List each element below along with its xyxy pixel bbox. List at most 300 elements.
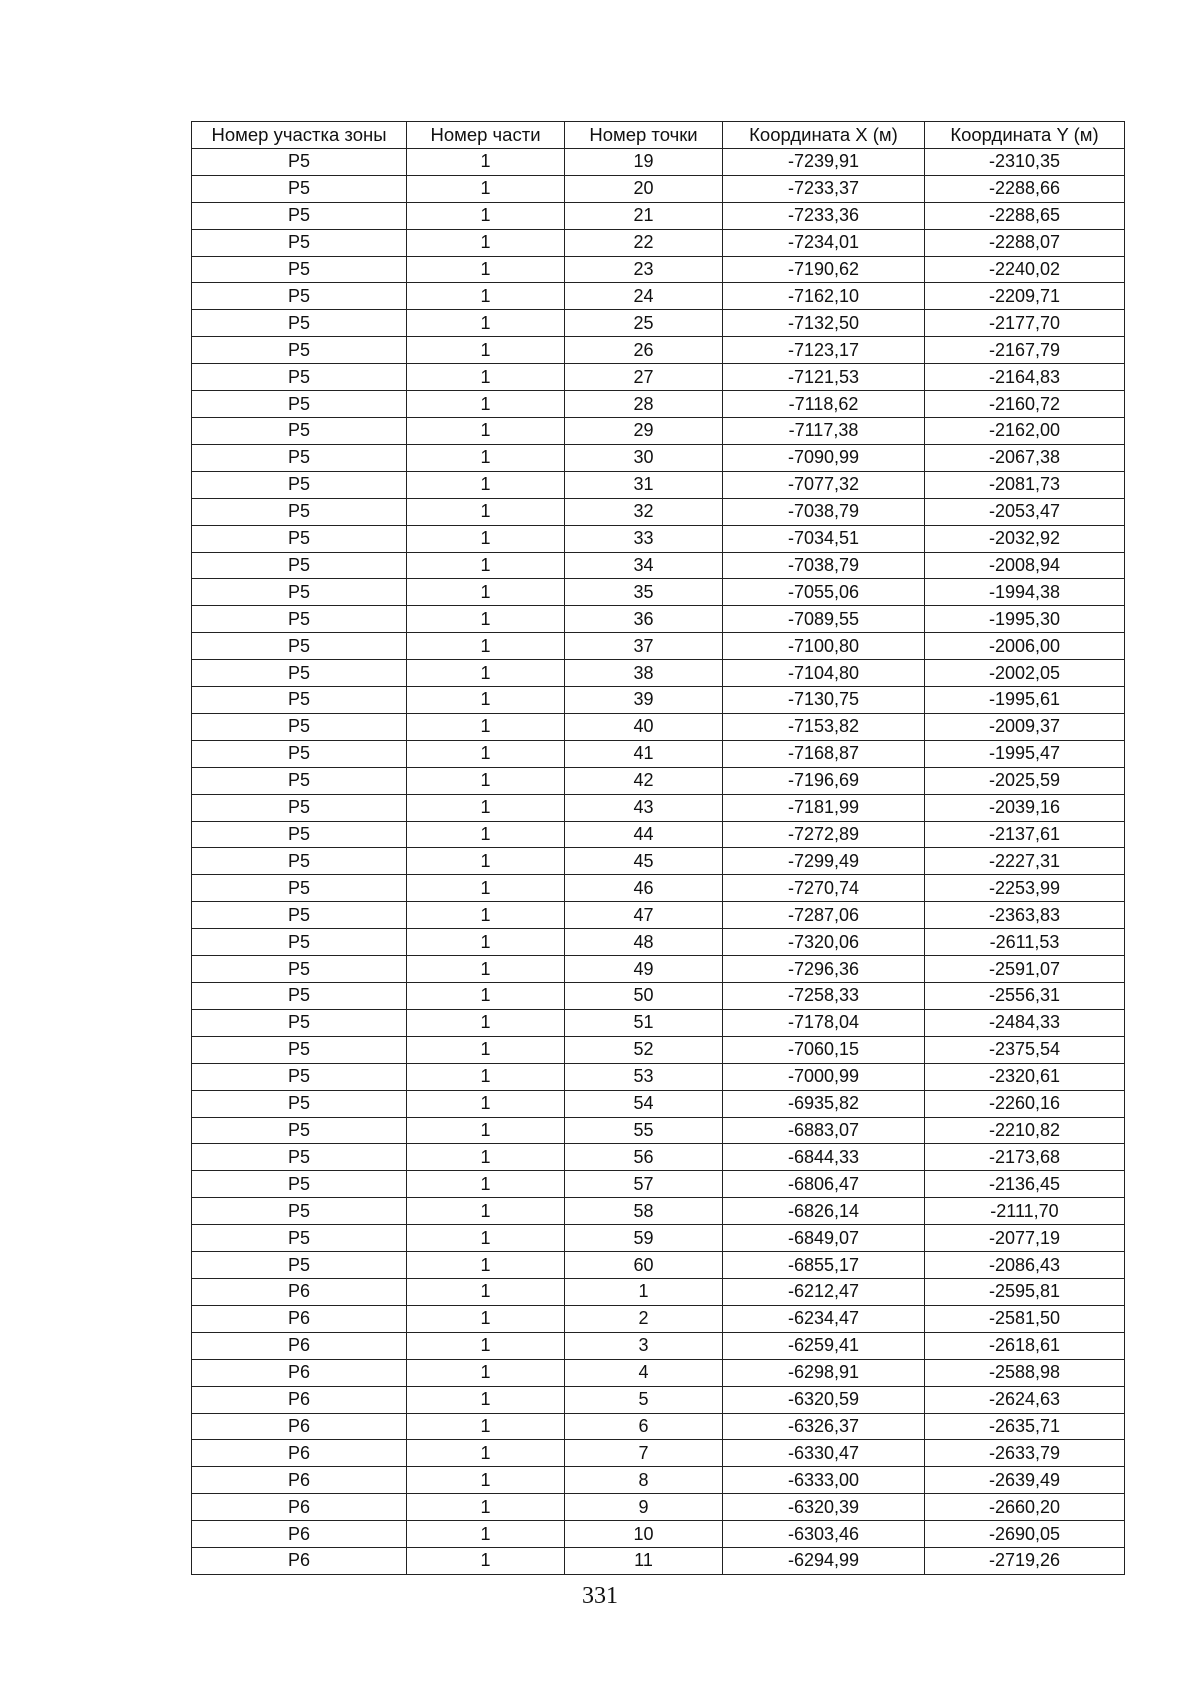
- cell-coordinate-y: -2484,33: [925, 1009, 1125, 1036]
- cell-coordinate-x: -7168,87: [723, 740, 925, 767]
- cell-part-number: 1: [407, 1332, 565, 1359]
- table-row: [192, 1225, 1125, 1252]
- cell-coordinate-x: -7296,36: [723, 956, 925, 983]
- cell-coordinate-x: -7130,75: [723, 687, 925, 714]
- cell-coordinate-x: -6234,47: [723, 1305, 925, 1332]
- cell-zone-section: Р5: [192, 471, 407, 498]
- cell-point-number: 57: [565, 1171, 723, 1198]
- cell-zone-section: Р5: [192, 148, 407, 175]
- header-point-number: Номер точки: [565, 122, 723, 149]
- cell-coordinate-x: -6883,07: [723, 1117, 925, 1144]
- cell-coordinate-x: -7038,79: [723, 552, 925, 579]
- cell-zone-section: Р5: [192, 660, 407, 687]
- table-row: [192, 606, 1125, 633]
- cell-part-number: 1: [407, 525, 565, 552]
- cell-point-number: 26: [565, 337, 723, 364]
- cell-part-number: 1: [407, 875, 565, 902]
- cell-coordinate-y: -2690,05: [925, 1521, 1125, 1548]
- table-row: [192, 875, 1125, 902]
- cell-coordinate-y: -2635,71: [925, 1413, 1125, 1440]
- cell-part-number: 1: [407, 552, 565, 579]
- cell-point-number: 47: [565, 902, 723, 929]
- cell-point-number: 35: [565, 579, 723, 606]
- cell-coordinate-y: -2210,82: [925, 1117, 1125, 1144]
- table-row: [192, 1278, 1125, 1305]
- cell-part-number: 1: [407, 498, 565, 525]
- table-row: [192, 660, 1125, 687]
- table-row: [192, 175, 1125, 202]
- cell-part-number: 1: [407, 633, 565, 660]
- cell-coordinate-x: -7100,80: [723, 633, 925, 660]
- cell-coordinate-x: -6333,00: [723, 1467, 925, 1494]
- cell-zone-section: Р5: [192, 821, 407, 848]
- cell-part-number: 1: [407, 794, 565, 821]
- cell-part-number: 1: [407, 1252, 565, 1279]
- cell-coordinate-x: -6326,37: [723, 1413, 925, 1440]
- table-row: [192, 983, 1125, 1010]
- cell-part-number: 1: [407, 687, 565, 714]
- cell-point-number: 22: [565, 229, 723, 256]
- cell-zone-section: Р5: [192, 1009, 407, 1036]
- header-coordinate-x: Координата X (м): [723, 122, 925, 149]
- cell-point-number: 20: [565, 175, 723, 202]
- cell-zone-section: Р5: [192, 633, 407, 660]
- cell-coordinate-y: -2660,20: [925, 1494, 1125, 1521]
- cell-zone-section: Р5: [192, 902, 407, 929]
- cell-coordinate-x: -7162,10: [723, 283, 925, 310]
- cell-point-number: 36: [565, 606, 723, 633]
- cell-point-number: 40: [565, 713, 723, 740]
- cell-coordinate-x: -7104,80: [723, 660, 925, 687]
- table-row: [192, 956, 1125, 983]
- table-row: [192, 1171, 1125, 1198]
- cell-coordinate-x: -7038,79: [723, 498, 925, 525]
- table-row: [192, 1252, 1125, 1279]
- cell-zone-section: Р5: [192, 929, 407, 956]
- cell-coordinate-x: -7060,15: [723, 1036, 925, 1063]
- cell-part-number: 1: [407, 256, 565, 283]
- cell-zone-section: Р5: [192, 1063, 407, 1090]
- cell-coordinate-y: -1995,30: [925, 606, 1125, 633]
- cell-zone-section: Р6: [192, 1386, 407, 1413]
- cell-zone-section: Р5: [192, 875, 407, 902]
- table-row: [192, 902, 1125, 929]
- cell-zone-section: Р5: [192, 713, 407, 740]
- cell-coordinate-y: -2164,83: [925, 364, 1125, 391]
- cell-zone-section: Р5: [192, 498, 407, 525]
- table-row: [192, 767, 1125, 794]
- cell-coordinate-x: -6849,07: [723, 1225, 925, 1252]
- cell-point-number: 53: [565, 1063, 723, 1090]
- cell-part-number: 1: [407, 1521, 565, 1548]
- cell-zone-section: Р5: [192, 1198, 407, 1225]
- table-row: [192, 552, 1125, 579]
- cell-zone-section: Р5: [192, 202, 407, 229]
- cell-zone-section: Р5: [192, 1252, 407, 1279]
- cell-zone-section: Р6: [192, 1521, 407, 1548]
- cell-point-number: 56: [565, 1144, 723, 1171]
- cell-point-number: 2: [565, 1305, 723, 1332]
- cell-coordinate-x: -7034,51: [723, 525, 925, 552]
- table-row: [192, 1305, 1125, 1332]
- table-row: [192, 310, 1125, 337]
- cell-coordinate-y: -2588,98: [925, 1359, 1125, 1386]
- cell-coordinate-y: -2137,61: [925, 821, 1125, 848]
- cell-point-number: 50: [565, 983, 723, 1010]
- cell-part-number: 1: [407, 713, 565, 740]
- cell-coordinate-y: -2173,68: [925, 1144, 1125, 1171]
- cell-zone-section: Р6: [192, 1548, 407, 1575]
- table-row: [192, 1036, 1125, 1063]
- cell-coordinate-x: -7234,01: [723, 229, 925, 256]
- cell-point-number: 42: [565, 767, 723, 794]
- cell-zone-section: Р5: [192, 256, 407, 283]
- table-row: [192, 364, 1125, 391]
- table-row: [192, 498, 1125, 525]
- cell-coordinate-y: -2032,92: [925, 525, 1125, 552]
- table-row: [192, 740, 1125, 767]
- cell-coordinate-x: -6298,91: [723, 1359, 925, 1386]
- cell-zone-section: Р5: [192, 1036, 407, 1063]
- table-row: [192, 821, 1125, 848]
- cell-part-number: 1: [407, 1171, 565, 1198]
- cell-part-number: 1: [407, 229, 565, 256]
- cell-zone-section: Р6: [192, 1440, 407, 1467]
- table-row: [192, 633, 1125, 660]
- cell-zone-section: Р5: [192, 310, 407, 337]
- cell-part-number: 1: [407, 391, 565, 418]
- cell-part-number: 1: [407, 1413, 565, 1440]
- header-coordinate-y: Координата Y (м): [925, 122, 1125, 149]
- table-row: [192, 1117, 1125, 1144]
- cell-coordinate-x: -7320,06: [723, 929, 925, 956]
- cell-point-number: 49: [565, 956, 723, 983]
- table-row: [192, 1494, 1125, 1521]
- cell-zone-section: Р5: [192, 1090, 407, 1117]
- cell-point-number: 52: [565, 1036, 723, 1063]
- cell-coordinate-x: -6844,33: [723, 1144, 925, 1171]
- cell-zone-section: Р5: [192, 1117, 407, 1144]
- cell-zone-section: Р6: [192, 1332, 407, 1359]
- cell-point-number: 6: [565, 1413, 723, 1440]
- cell-zone-section: Р5: [192, 1144, 407, 1171]
- cell-zone-section: Р5: [192, 552, 407, 579]
- cell-coordinate-x: -7178,04: [723, 1009, 925, 1036]
- cell-coordinate-y: -2260,16: [925, 1090, 1125, 1117]
- cell-coordinate-x: -7239,91: [723, 148, 925, 175]
- cell-zone-section: Р6: [192, 1359, 407, 1386]
- cell-zone-section: Р5: [192, 364, 407, 391]
- cell-coordinate-y: -2611,53: [925, 929, 1125, 956]
- cell-part-number: 1: [407, 1305, 565, 1332]
- cell-coordinate-y: -2320,61: [925, 1063, 1125, 1090]
- cell-point-number: 59: [565, 1225, 723, 1252]
- cell-zone-section: Р5: [192, 525, 407, 552]
- cell-coordinate-y: -2160,72: [925, 391, 1125, 418]
- cell-coordinate-x: -7055,06: [723, 579, 925, 606]
- cell-coordinate-y: -2288,65: [925, 202, 1125, 229]
- cell-part-number: 1: [407, 417, 565, 444]
- cell-part-number: 1: [407, 983, 565, 1010]
- cell-coordinate-y: -2624,63: [925, 1386, 1125, 1413]
- cell-coordinate-x: -7000,99: [723, 1063, 925, 1090]
- cell-zone-section: Р5: [192, 417, 407, 444]
- cell-coordinate-y: -2177,70: [925, 310, 1125, 337]
- cell-zone-section: Р5: [192, 740, 407, 767]
- cell-coordinate-x: -7287,06: [723, 902, 925, 929]
- cell-part-number: 1: [407, 202, 565, 229]
- cell-point-number: 55: [565, 1117, 723, 1144]
- cell-part-number: 1: [407, 1440, 565, 1467]
- header-zone-section: Номер участка зоны: [192, 122, 407, 149]
- cell-coordinate-y: -2039,16: [925, 794, 1125, 821]
- table-row: [192, 579, 1125, 606]
- cell-zone-section: Р5: [192, 1171, 407, 1198]
- cell-coordinate-y: -2162,00: [925, 417, 1125, 444]
- cell-coordinate-x: -7196,69: [723, 767, 925, 794]
- cell-coordinate-y: -2081,73: [925, 471, 1125, 498]
- cell-zone-section: Р5: [192, 956, 407, 983]
- cell-part-number: 1: [407, 1225, 565, 1252]
- cell-point-number: 60: [565, 1252, 723, 1279]
- cell-zone-section: Р5: [192, 337, 407, 364]
- cell-zone-section: Р5: [192, 606, 407, 633]
- cell-coordinate-y: -2025,59: [925, 767, 1125, 794]
- cell-part-number: 1: [407, 821, 565, 848]
- cell-coordinate-y: -2240,02: [925, 256, 1125, 283]
- cell-part-number: 1: [407, 444, 565, 471]
- table-row: [192, 525, 1125, 552]
- cell-point-number: 10: [565, 1521, 723, 1548]
- cell-coordinate-y: -2077,19: [925, 1225, 1125, 1252]
- cell-coordinate-x: -7270,74: [723, 875, 925, 902]
- cell-coordinate-x: -7190,62: [723, 256, 925, 283]
- cell-point-number: 1: [565, 1278, 723, 1305]
- cell-point-number: 3: [565, 1332, 723, 1359]
- cell-coordinate-x: -7181,99: [723, 794, 925, 821]
- cell-coordinate-x: -7077,32: [723, 471, 925, 498]
- table-row: [192, 848, 1125, 875]
- cell-coordinate-y: -2067,38: [925, 444, 1125, 471]
- cell-part-number: 1: [407, 175, 565, 202]
- cell-coordinate-y: -1995,47: [925, 740, 1125, 767]
- cell-coordinate-y: -2591,07: [925, 956, 1125, 983]
- cell-coordinate-y: -2209,71: [925, 283, 1125, 310]
- cell-part-number: 1: [407, 606, 565, 633]
- cell-coordinate-y: -2639,49: [925, 1467, 1125, 1494]
- cell-coordinate-x: -6330,47: [723, 1440, 925, 1467]
- cell-part-number: 1: [407, 364, 565, 391]
- table-row: [192, 1144, 1125, 1171]
- cell-zone-section: Р5: [192, 794, 407, 821]
- cell-coordinate-y: -2111,70: [925, 1198, 1125, 1225]
- header-part-number: Номер части: [407, 122, 565, 149]
- cell-zone-section: Р6: [192, 1305, 407, 1332]
- table-row: [192, 929, 1125, 956]
- cell-part-number: 1: [407, 310, 565, 337]
- cell-part-number: 1: [407, 956, 565, 983]
- table-row: [192, 1063, 1125, 1090]
- cell-coordinate-y: -2618,61: [925, 1332, 1125, 1359]
- cell-coordinate-y: -2053,47: [925, 498, 1125, 525]
- cell-point-number: 31: [565, 471, 723, 498]
- cell-part-number: 1: [407, 1063, 565, 1090]
- cell-part-number: 1: [407, 1144, 565, 1171]
- cell-part-number: 1: [407, 1386, 565, 1413]
- cell-point-number: 21: [565, 202, 723, 229]
- cell-coordinate-x: -7090,99: [723, 444, 925, 471]
- table-row: [192, 1009, 1125, 1036]
- cell-coordinate-x: -6320,39: [723, 1494, 925, 1521]
- cell-zone-section: Р5: [192, 687, 407, 714]
- table-row: [192, 1548, 1125, 1575]
- cell-point-number: 58: [565, 1198, 723, 1225]
- table-row: [192, 1440, 1125, 1467]
- cell-part-number: 1: [407, 148, 565, 175]
- cell-coordinate-y: -2002,05: [925, 660, 1125, 687]
- cell-point-number: 45: [565, 848, 723, 875]
- cell-coordinate-x: -6320,59: [723, 1386, 925, 1413]
- cell-part-number: 1: [407, 1467, 565, 1494]
- table-header-row: [192, 122, 1125, 149]
- cell-part-number: 1: [407, 1359, 565, 1386]
- cell-zone-section: Р6: [192, 1278, 407, 1305]
- cell-coordinate-x: -7118,62: [723, 391, 925, 418]
- cell-coordinate-y: -2008,94: [925, 552, 1125, 579]
- table-row: [192, 229, 1125, 256]
- coordinates-table: [191, 121, 1125, 1575]
- cell-part-number: 1: [407, 1090, 565, 1117]
- cell-point-number: 38: [565, 660, 723, 687]
- table-row: [192, 256, 1125, 283]
- cell-point-number: 4: [565, 1359, 723, 1386]
- table-row: [192, 687, 1125, 714]
- cell-part-number: 1: [407, 283, 565, 310]
- cell-point-number: 41: [565, 740, 723, 767]
- cell-part-number: 1: [407, 660, 565, 687]
- table-row: [192, 471, 1125, 498]
- cell-point-number: 37: [565, 633, 723, 660]
- cell-point-number: 48: [565, 929, 723, 956]
- cell-coordinate-y: -1995,61: [925, 687, 1125, 714]
- cell-point-number: 9: [565, 1494, 723, 1521]
- cell-zone-section: Р5: [192, 283, 407, 310]
- table-row: [192, 1198, 1125, 1225]
- cell-coordinate-x: -6935,82: [723, 1090, 925, 1117]
- cell-coordinate-x: -7117,38: [723, 417, 925, 444]
- cell-zone-section: Р5: [192, 848, 407, 875]
- cell-coordinate-y: -2375,54: [925, 1036, 1125, 1063]
- cell-zone-section: Р5: [192, 229, 407, 256]
- table-row: [192, 1386, 1125, 1413]
- cell-point-number: 33: [565, 525, 723, 552]
- cell-coordinate-x: -6806,47: [723, 1171, 925, 1198]
- cell-point-number: 19: [565, 148, 723, 175]
- table-row: [192, 391, 1125, 418]
- cell-point-number: 8: [565, 1467, 723, 1494]
- cell-point-number: 23: [565, 256, 723, 283]
- cell-zone-section: Р5: [192, 579, 407, 606]
- cell-part-number: 1: [407, 929, 565, 956]
- table-row: [192, 283, 1125, 310]
- cell-part-number: 1: [407, 1117, 565, 1144]
- cell-coordinate-y: -1994,38: [925, 579, 1125, 606]
- cell-coordinate-y: -2136,45: [925, 1171, 1125, 1198]
- cell-part-number: 1: [407, 579, 565, 606]
- cell-part-number: 1: [407, 1548, 565, 1575]
- table-row: [192, 1359, 1125, 1386]
- cell-zone-section: Р5: [192, 983, 407, 1010]
- cell-part-number: 1: [407, 902, 565, 929]
- cell-zone-section: Р5: [192, 767, 407, 794]
- table-row: [192, 1413, 1125, 1440]
- cell-point-number: 11: [565, 1548, 723, 1575]
- cell-coordinate-x: -7233,36: [723, 202, 925, 229]
- cell-coordinate-x: -6303,46: [723, 1521, 925, 1548]
- cell-coordinate-x: -7121,53: [723, 364, 925, 391]
- cell-part-number: 1: [407, 848, 565, 875]
- cell-coordinate-x: -7123,17: [723, 337, 925, 364]
- table-body: [192, 148, 1125, 1574]
- cell-zone-section: Р6: [192, 1494, 407, 1521]
- cell-part-number: 1: [407, 1036, 565, 1063]
- cell-coordinate-y: -2363,83: [925, 902, 1125, 929]
- cell-part-number: 1: [407, 1009, 565, 1036]
- table-row: [192, 1467, 1125, 1494]
- cell-point-number: 25: [565, 310, 723, 337]
- cell-coordinate-y: -2595,81: [925, 1278, 1125, 1305]
- cell-point-number: 43: [565, 794, 723, 821]
- table-row: [192, 202, 1125, 229]
- cell-point-number: 32: [565, 498, 723, 525]
- cell-coordinate-x: -6826,14: [723, 1198, 925, 1225]
- cell-point-number: 27: [565, 364, 723, 391]
- cell-coordinate-x: -7089,55: [723, 606, 925, 633]
- cell-coordinate-x: -6855,17: [723, 1252, 925, 1279]
- table-row: [192, 1090, 1125, 1117]
- cell-coordinate-x: -7258,33: [723, 983, 925, 1010]
- cell-coordinate-x: -7233,37: [723, 175, 925, 202]
- cell-point-number: 29: [565, 417, 723, 444]
- cell-coordinate-x: -7272,89: [723, 821, 925, 848]
- cell-zone-section: Р6: [192, 1413, 407, 1440]
- cell-zone-section: Р5: [192, 1225, 407, 1252]
- table-row: [192, 148, 1125, 175]
- cell-part-number: 1: [407, 767, 565, 794]
- cell-coordinate-y: -2633,79: [925, 1440, 1125, 1467]
- cell-coordinate-y: -2086,43: [925, 1252, 1125, 1279]
- cell-coordinate-y: -2009,37: [925, 713, 1125, 740]
- cell-coordinate-x: -6259,41: [723, 1332, 925, 1359]
- cell-part-number: 1: [407, 337, 565, 364]
- cell-zone-section: Р6: [192, 1467, 407, 1494]
- cell-coordinate-x: -7299,49: [723, 848, 925, 875]
- cell-zone-section: Р5: [192, 391, 407, 418]
- cell-coordinate-y: -2167,79: [925, 337, 1125, 364]
- cell-part-number: 1: [407, 1494, 565, 1521]
- cell-coordinate-y: -2253,99: [925, 875, 1125, 902]
- cell-coordinate-y: -2227,31: [925, 848, 1125, 875]
- cell-part-number: 1: [407, 740, 565, 767]
- cell-point-number: 30: [565, 444, 723, 471]
- table-row: [192, 794, 1125, 821]
- cell-part-number: 1: [407, 1278, 565, 1305]
- cell-coordinate-y: -2006,00: [925, 633, 1125, 660]
- cell-part-number: 1: [407, 471, 565, 498]
- table-row: [192, 713, 1125, 740]
- cell-coordinate-y: -2288,07: [925, 229, 1125, 256]
- cell-point-number: 24: [565, 283, 723, 310]
